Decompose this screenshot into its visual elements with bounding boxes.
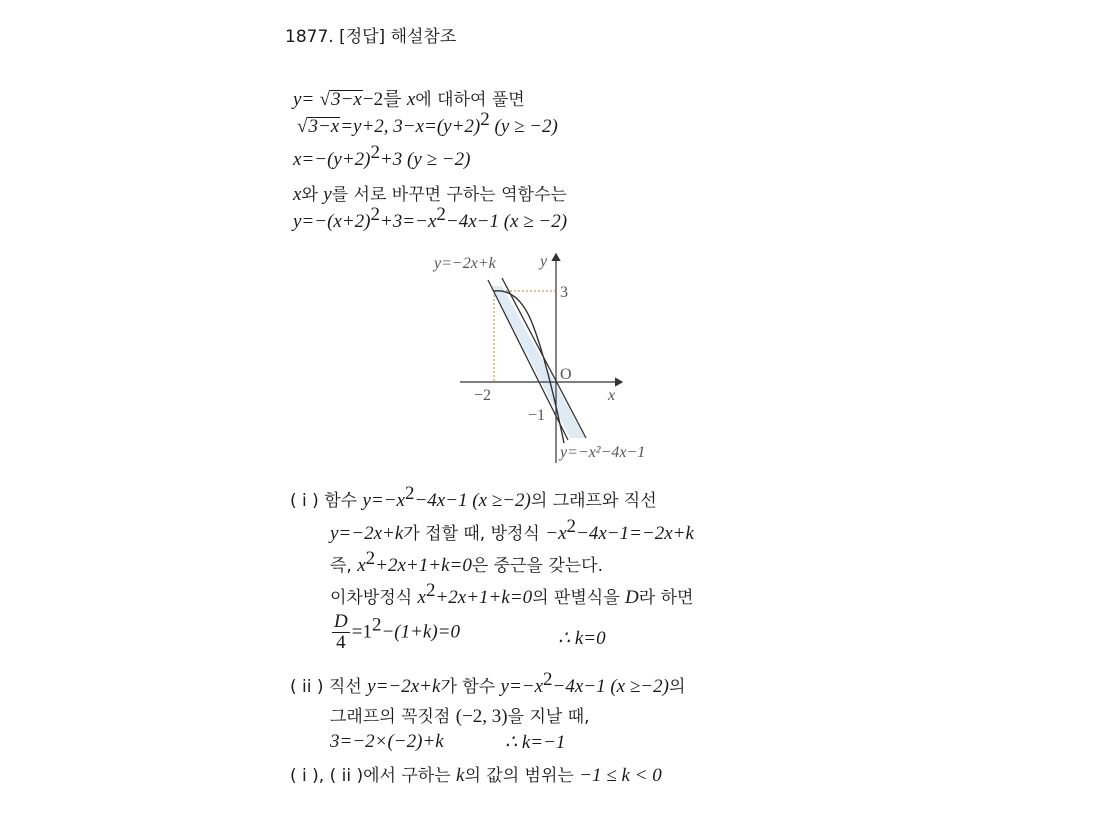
case2-heading: ( ii ) 직선 y=−2x+k가 함수 $y=-x^2-4x-1$ (x ≥−2)의 [290,669,686,697]
line-label: y=−2x+k [434,255,496,272]
solution-line-3: $x=-(y+2)^2+3$ (y ≥ −2) [293,142,471,170]
case1-line-4: 이차방정식 $x^2+2x+1+k=0$의 판별식을 D라 하면 [330,580,694,608]
sqrt-expression: 3−x [331,89,362,110]
case1-heading: ( i ) 함수 $y=-x^2-4x-1$ (x ≥−2)의 그래프와 직선 [290,483,657,511]
solution-line-4: x와 y를 서로 바꾸면 구하는 역함수는 [293,184,567,205]
y-axis-label: y [540,253,548,270]
case1-therefore: ∴ k=0 [558,628,606,649]
case1-line-5: $\frac{D}{4}$ $=1^2-(1+k)=0$ [334,611,461,653]
case2-line-2: 그래프의 꼭짓점 (−2, 3)을 지날 때, [330,706,590,727]
problem-header [285,22,456,47]
origin-label: O [560,366,572,383]
x-axis-label: x [608,387,616,404]
conclusion-line: ( i ), ( ii )에서 구하는 k의 값의 범위는 −1 ≤ k < 0 [290,765,662,786]
fraction-d-over-4: $\frac{D}{4}$ [334,611,348,653]
case1-line-2: y=−2x+k가 접할 때, 방정식 $-x^2-4x-1=-2x+k$ [330,516,694,544]
solution-line-1: y= √3−x−2를 x에 대하여 풀면 [293,89,525,110]
solution-line-2: √3−x=y+2, $3-x=(y+2)^2$ (y ≥ −2) [297,109,558,137]
solution-line-5: $y=-(x+2)^2+3=-x^2-4x-1$ (x ≥ −2) [293,204,568,232]
tick-label-neg2: −2 [474,387,492,404]
problem-number: 1877. [285,27,334,47]
case1-line-3: 즉, $x^2+2x+1+k=0$은 중근을 갖는다. [330,548,603,576]
graph-figure [430,248,720,468]
tick-label-neg1: −1 [528,407,546,424]
case2-therefore: ∴ k=−1 [505,732,566,753]
answer-label: [정답] 해설참조 [339,27,457,47]
case2-line-3: 3=−2×(−2)+k [330,731,444,752]
curve-label: y=−x²−4x−1 [560,444,646,461]
tick-label-3: 3 [560,284,568,301]
